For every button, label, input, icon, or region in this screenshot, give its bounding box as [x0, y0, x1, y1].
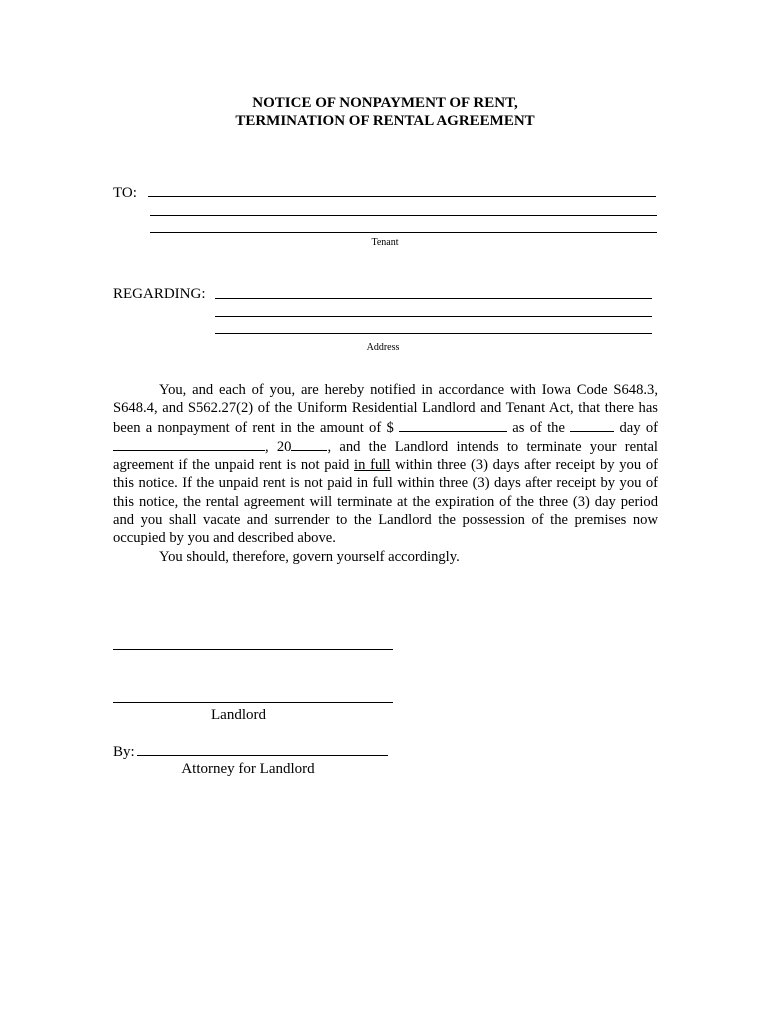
regarding-label: REGARDING: [113, 286, 206, 302]
paragraph-text-f: within three (3) days after receipt by you of this notice. If the unpaid rent is not paid in full within three (3) days after receipt by you of this notice, the rental agreement will terminate at the expiration of the three (3) day period and you shall vacate and surrender to the Landlord the possession of the premises now occupied by you and described above. [113, 457, 658, 547]
tenant-line-3[interactable] [150, 232, 657, 233]
landlord-signature-line[interactable] [113, 702, 393, 703]
day-field[interactable] [570, 418, 614, 432]
paragraph-text-a: You, and each of you, are hereby notified in accordance with Iowa Code S648.3, S648.4, and S562.27(2) of the Uniform Residential Landlord and Tenant Act, that there has been a nonpayment of rent in the amount of $ [113, 382, 658, 436]
address-caption: Address [366, 342, 400, 353]
closing-paragraph: You should, therefore, govern yourself accordingly. [159, 548, 460, 565]
tenant-caption: Tenant [371, 237, 399, 248]
signature-line-1[interactable] [113, 649, 393, 650]
address-line-3[interactable] [215, 333, 652, 334]
tenant-line-1[interactable] [148, 196, 656, 197]
attorney-caption: Attorney for Landlord [181, 761, 315, 777]
rent-amount-field[interactable] [399, 418, 507, 432]
notice-paragraph [113, 381, 658, 548]
paragraph-text-d: , 20 [265, 438, 292, 455]
paragraph-text-c: day of [619, 419, 658, 436]
paragraph-text-e: , and the Landlord intends to terminate your rental agreement if the unpaid rent is not paid [113, 438, 658, 474]
year-field[interactable] [291, 437, 327, 451]
document-title-line2: TERMINATION OF RENTAL AGREEMENT [235, 113, 535, 129]
in-full-emphasis: in full [354, 457, 391, 474]
landlord-caption: Landlord [211, 707, 266, 723]
by-label: By: [113, 744, 135, 760]
address-line-1[interactable] [215, 298, 652, 299]
attorney-signature-line[interactable] [137, 755, 388, 756]
notice-body [113, 381, 658, 566]
month-field[interactable] [113, 437, 265, 451]
document-title-line1: NOTICE OF NONPAYMENT OF RENT, [252, 95, 518, 111]
tenant-line-2[interactable] [150, 215, 657, 216]
paragraph-text-b: as of the [512, 419, 565, 436]
address-line-2[interactable] [215, 316, 652, 317]
to-label: TO: [113, 185, 137, 201]
